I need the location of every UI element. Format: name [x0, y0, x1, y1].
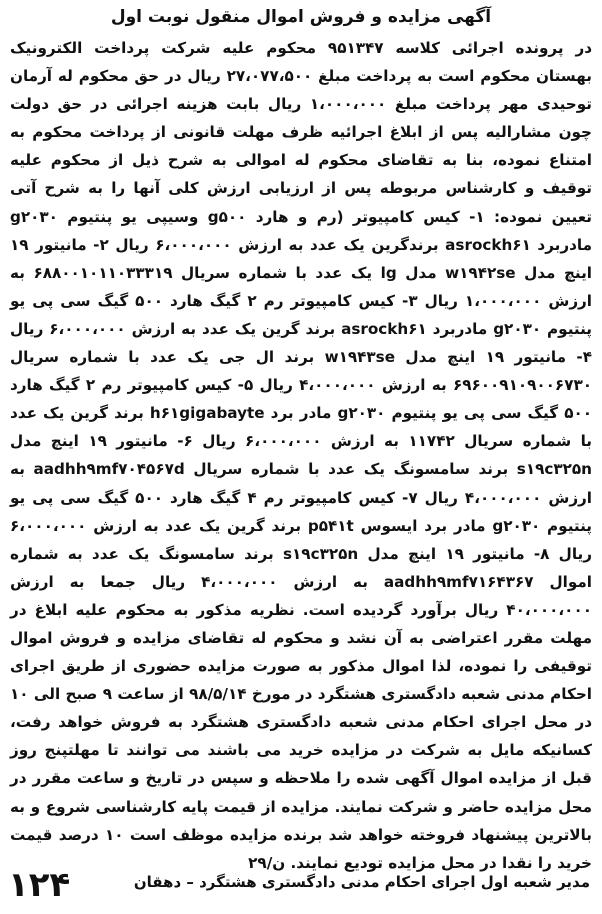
notice-paragraph: در پرونده اجرائی کلاسه ۹۵۱۳۴۷ محکوم علیه شرکت پرداخت الکترونیک بهستان محکوم است به پرداخت مبلغ ۲۷،۰۷۷،۵۰۰ ریال در حق محکوم له آرمان توحیدی مهر پرداخت مبلغ ۱،۰۰۰،۰۰۰ ریال بابت هزینه اجرائی در حق دولت چون مشارالیه پس از ابلاغ اجرائیه ظرف مهلت قانونی از پرداخت محکوم به امتناع نموده، بنا به تقاضای محکوم له اموالی به شرح ذیل از محکوم علیه توقیف و کارشناس مربوطه پس از ارزیابی ارزش کلی آنها را به شرح آتی تعیین نموده: ۱- کیس کامپیوتر (رم و هارد g۵۰۰ وسیپی یو پنتیوم g۲۰۳۰ مادربرد asrockh۶۱ برندگرین یک عدد به ارزش ۶،۰۰۰،۰۰۰ ریال ۲- مانیتور ۱۹ اینچ مدل w۱۹۴۲se مدل lg یک عدد با شماره سریال ۶۸۸۰۰۱۰۱۱۰۳۳۳۱۹ به ارزش ۱،۰۰۰،۰۰۰ ریال ۳- کیس کامپیوتر رم ۲ گیگ هارد ۵۰۰ گیگ سی پی یو پنتیوم g۲۰۳۰ مادربرد asrockh۶۱ برند گرین یک عدد به ارزش ۶،۰۰۰،۰۰۰ ریال ۴- مانیتور ۱۹ اینچ مدل w۱۹۴۳se برند ال جی یک عدد با شماره سریال ۶۹۶۰۰۹۱۰۹۰۰۶۷۳۰ به ارزش ۴،۰۰۰،۰۰۰ ریال ۵- کیس کامپیوتر رم ۲ گیگ هارد ۵۰۰ گیگ سی پی یو پنتیوم g۲۰۳۰ مادر برد h۶۱gigabayte برند گرین یک عدد با شماره سریال ۱۱۷۴۲ به ارزش ۶،۰۰۰،۰۰۰ ریال ۶- مانیتور ۱۹ اینچ مدل s۱۹c۳۲۵n برند سامسونگ یک عدد با شماره سریال aadhh۹mf۷۰۴۵۶۷d به ارزش ۴،۰۰۰،۰۰۰ ریال ۷- کیس کامپیوتر رم ۴ گیگ هارد ۵۰۰ گیگ سی پی یو پنتیوم g۲۰۳۰ مادر برد ایسوس p۵۴۱t برند گرین یک عدد به ارزش ۶،۰۰۰،۰۰۰ ریال ۸- مانیتور ۱۹ اینچ مدل s۱۹c۳۲۵n برند سامسونگ یک عدد به شماره اموال aadhh۹mf۷۱۶۴۳۶۷ به ارزش ۴،۰۰۰،۰۰۰ ریال جمعا به ارزش ۴۰،۰۰۰،۰۰۰ ریال برآورد گردیده است. نظریه مذکور به محکوم علیه ابلاغ در مهلت مقرر اعتراضی به آن نشد و محکوم له تقاضای مزایده و فروش اموال توقیفی را نموده، لذا اموال مذکور به صورت مزایده حضوری از طریق اجرای احکام مدنی شعبه دادگستری هشتگرد در مورخ ۹۸/۵/۱۴ از ساعت ۹ صبح الی ۱۰ در محل اجرای احکام مدنی شعبه دادگستری هشتگرد به فروش خواهد رفت، کسانیکه مایل به شرکت در مزایده خرید می باشند می توانند تا مهلتپنج روز قبل از مزایده اموال آگهی شده را ملاحظه و سپس در تاریخ و ساعت مقرر در محل مزایده حاضر و شرکت نمایند. مزایده از قیمت پایه کارشناسی شروع و به بالاترین پیشنهاد فروخته خواهد شد برنده مزایده موظف است ۱۰ درصد قیمت خرید را نقدا در محل مزایده تودیع نمایند. ن/۲۹	[10, 39, 593, 872]
notice-body	[10, 34, 592, 877]
signature-line: مدیر شعبه اول اجرای احکام مدنی دادگستری هشتگرد – دهقان	[133, 873, 590, 891]
notice-title: آگهی مزایده و فروش اموال منقول نوبت اول	[110, 7, 492, 27]
handwritten-number: ۱۲۴	[8, 865, 71, 905]
